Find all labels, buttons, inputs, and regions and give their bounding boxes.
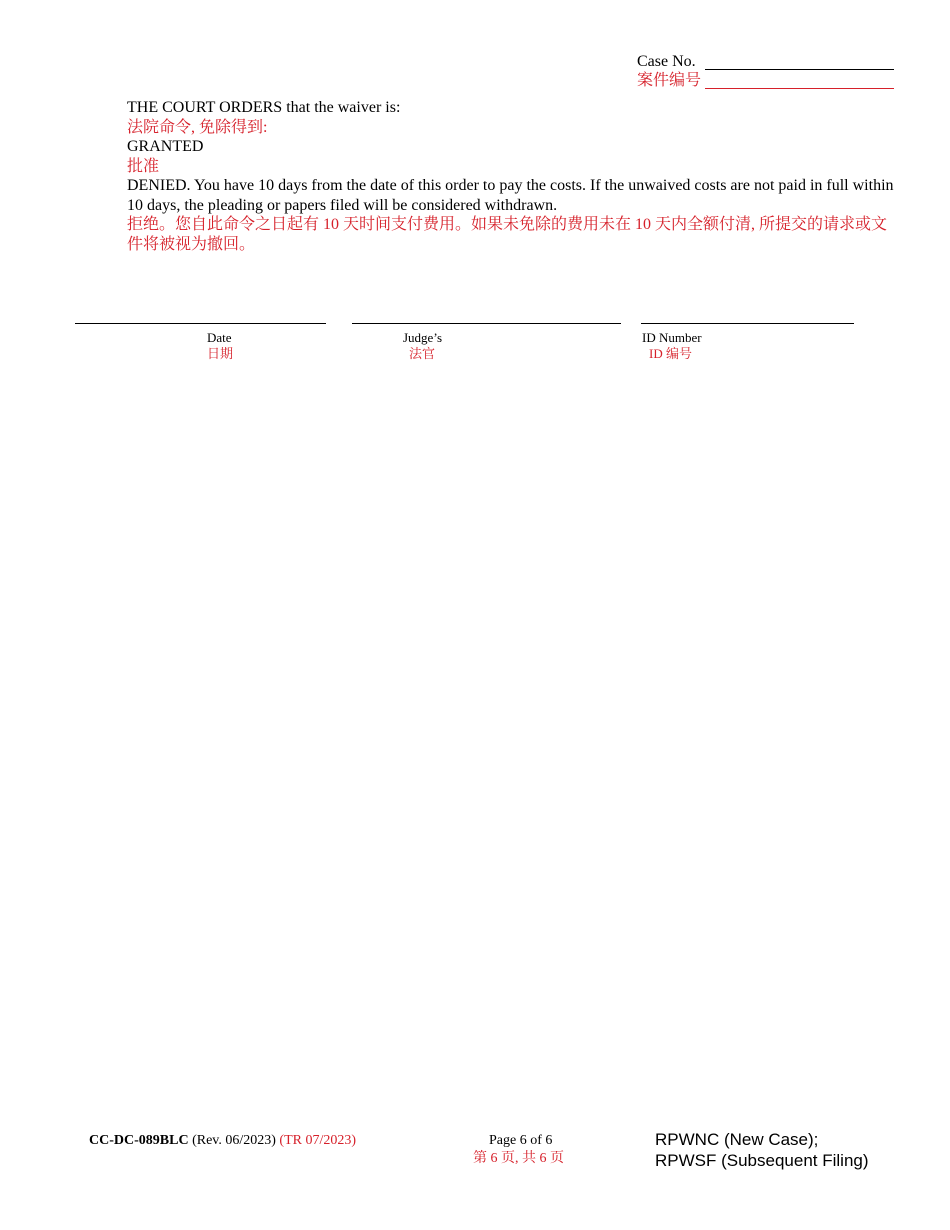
option-denied-zh: 拒绝。您自此命令之日起有 10 天时间支付费用。如果未免除的费用未在 10 天内全额付清, 所提交的请求或文件将被视为撤回。 xyxy=(127,216,888,253)
case-number-label: Case No. xyxy=(637,53,696,70)
court-order-section xyxy=(127,98,897,254)
filing-code-subsequent: RPWSF (Subsequent Filing) xyxy=(655,1151,869,1170)
filing-code-new-case: RPWNC (New Case); xyxy=(655,1130,819,1149)
case-number-label-zh: 案件编号 xyxy=(637,72,702,89)
form-identifier xyxy=(89,1132,356,1149)
page-number: Page 6 of 6 xyxy=(489,1133,553,1148)
id-number-label-zh: ID 编号 xyxy=(649,346,692,361)
date-label: Date xyxy=(207,330,232,345)
date-label-zh: 日期 xyxy=(207,346,234,361)
option-granted[interactable]: GRANTED xyxy=(127,138,204,155)
page-number-zh: 第 6 页, 共 6 页 xyxy=(473,1151,564,1166)
judge-signature-line[interactable] xyxy=(352,323,621,324)
order-intro: THE COURT ORDERS that the waiver is: xyxy=(127,99,401,116)
option-denied[interactable]: DENIED. You have 10 days from the date of this order to pay the costs. If the unwaived costs are not paid in full within 10 days, the pleading or papers filed will be considered withdrawn. xyxy=(127,177,894,214)
filing-codes xyxy=(655,1129,869,1171)
form-revision: (Rev. 06/2023) xyxy=(192,1133,276,1148)
option-granted-zh: 批准 xyxy=(127,157,160,175)
id-number-label: ID Number xyxy=(642,330,702,345)
id-number-signature-line[interactable] xyxy=(641,323,854,324)
case-number-field-zh xyxy=(705,88,894,89)
case-number-field[interactable] xyxy=(705,69,894,70)
judge-label-zh: 法官 xyxy=(409,346,436,361)
order-intro-zh: 法院命令, 免除得到: xyxy=(127,118,268,136)
judge-label: Judge’s xyxy=(403,330,442,345)
form-code: CC-DC-089BLC xyxy=(89,1133,189,1148)
translation-revision: (TR 07/2023) xyxy=(279,1133,357,1148)
date-signature-line[interactable] xyxy=(75,323,326,324)
